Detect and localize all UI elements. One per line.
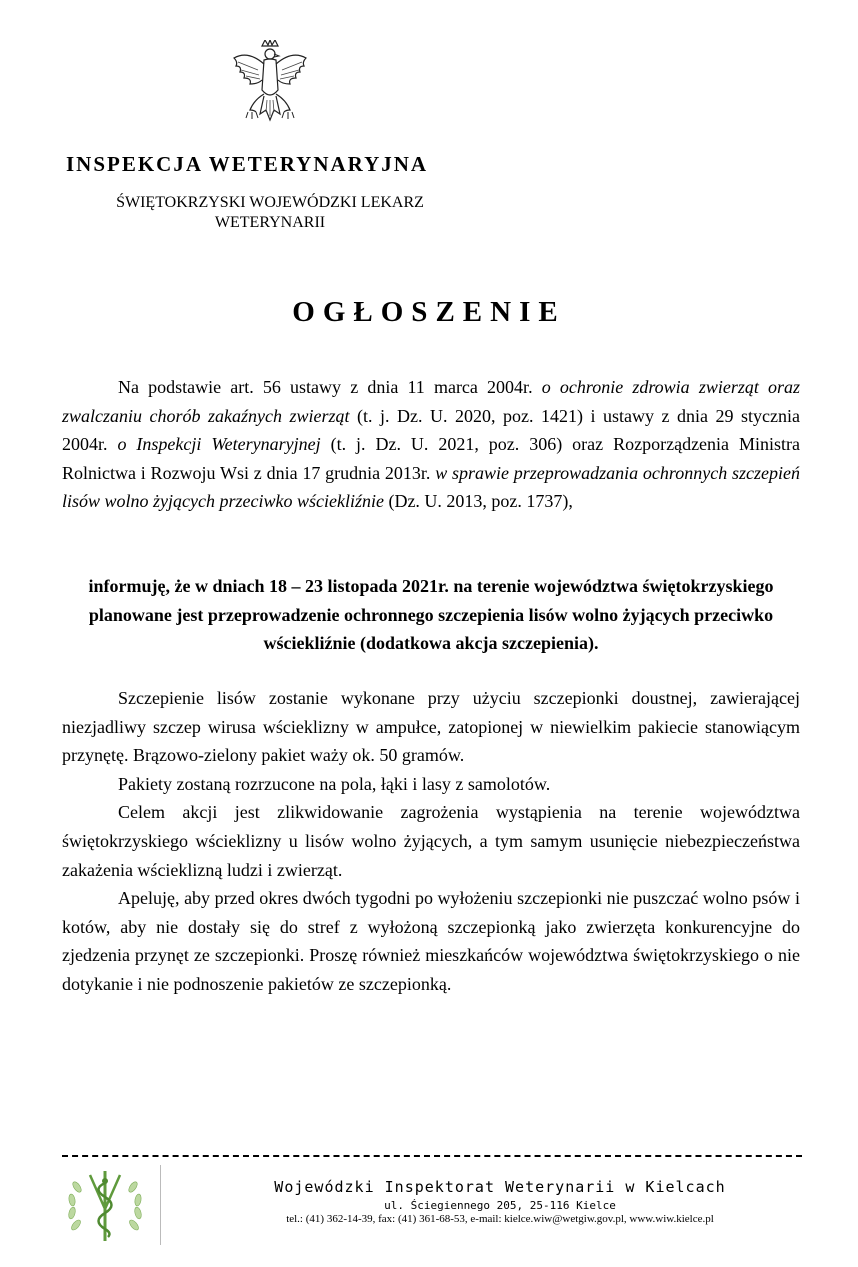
subtitle-line-1: ŚWIĘTOKRZYSKI WOJEWÓDZKI LEKARZ xyxy=(116,194,424,211)
footer-contact: tel.: (41) 362-14-39, fax: (41) 361-68-53, e-mail: kielce.wiw@wetgiw.gov.pl, www.wiw.kielce.pl xyxy=(286,1213,714,1225)
paragraph-appeal: Apeluję, aby przed okres dwóch tygodni po wyłożeniu szczepionki nie puszczać wolno psów i kotów, aby nie dostały się do stref z wyłożoną szczepionką jako zwierzęta konkurencyjne do zjedzenia przynęt ze szczepionki. Proszę również mieszkańców województwa świętokrzyskiego o nie dotykanie i nie podnoszenie pakietów ze szczepionką. xyxy=(62,888,800,994)
institution-name: INSPEKCJA WETERYNARYJNA xyxy=(66,152,429,176)
veterinary-caduceus-logo-icon xyxy=(62,1165,148,1245)
announcement-title: OGŁOSZENIE xyxy=(292,296,566,328)
intro-text-4: (Dz. U. 2013, poz. 1737), xyxy=(383,491,573,512)
subtitle-line-2: WETERYNARII xyxy=(214,214,326,231)
intro-paragraph xyxy=(62,373,800,516)
institution-subtitle xyxy=(40,193,500,233)
intro-text-3: (t. j. Dz. U. 2021, poz. 306) oraz Rozporządzenia Ministra Rolnictwa i Rozwoju Wsi z dnia 17 grudnia 2013r. xyxy=(62,434,800,483)
paragraph-vaccine-description: Szczepienie lisów zostanie wykonane przy użyciu szczepionki doustnej, zawierającej niezjadliwy szczep wirusa wścieklizny w ampułce, zatopionej w niewielkim pakiecie stanowiącym przynętę. Brązowo-zielony pakiet waży ok. 50 gramów. xyxy=(62,688,800,766)
body-paragraphs xyxy=(62,684,800,999)
intro-act-title-1: o ochronie zdrowia zwierząt oraz zwalczaniu chorób zakaźnych zwierząt xyxy=(62,377,800,426)
intro-act-title-2: o Inspekcji Weterynaryjnej xyxy=(117,434,321,455)
intro-act-title-3: w sprawie przeprowadzania ochronnych szczepień lisów wolno żyjących przeciwko wściekliźnie xyxy=(62,462,800,512)
bold-info-block xyxy=(62,572,800,658)
footer-address: ul. Ściegiennego 205, 25-116 Kielce xyxy=(384,1199,616,1212)
footer-separator-line xyxy=(160,1165,161,1245)
intro-paragraph-block xyxy=(62,373,800,516)
intro-text-2: (t. j. Dz. U. 2020, poz. 1421) i ustawy z dnia 29 stycznia 2004r. xyxy=(62,405,800,455)
footer-divider xyxy=(62,1155,802,1157)
paragraph-distribution: Pakiety zostaną rozrzucone na pola, łąki i lasy z samolotów. xyxy=(118,773,551,794)
white-eagle-emblem-icon xyxy=(228,40,312,140)
intro-text-1: Na podstawie art. 56 ustawy z dnia 11 marca 2004r. xyxy=(118,377,542,397)
bold-info-paragraph: informuję, że w dniach 18 – 23 listopada 2021r. na terenie województwa świętokrzyskiego planowane jest przeprowadzenie ochronnego szczepienia lisów wolno żyjących przeciwko wściekliźnie (dodatkowa akcja szczepienia). xyxy=(88,576,774,654)
footer-institution-name: Wojewódzki Inspektorat Weterynarii w Kielcach xyxy=(274,1178,726,1196)
paragraph-goal: Celem akcji jest zlikwidowanie zagrożenia wystąpienia na terenie województwa świętokrzyskiego wścieklizny u lisów wolno żyjących, a tym samym usunięcie niebezpieczeństwa zakażenia wścieklizną ludzi i zwierząt. xyxy=(62,802,800,880)
